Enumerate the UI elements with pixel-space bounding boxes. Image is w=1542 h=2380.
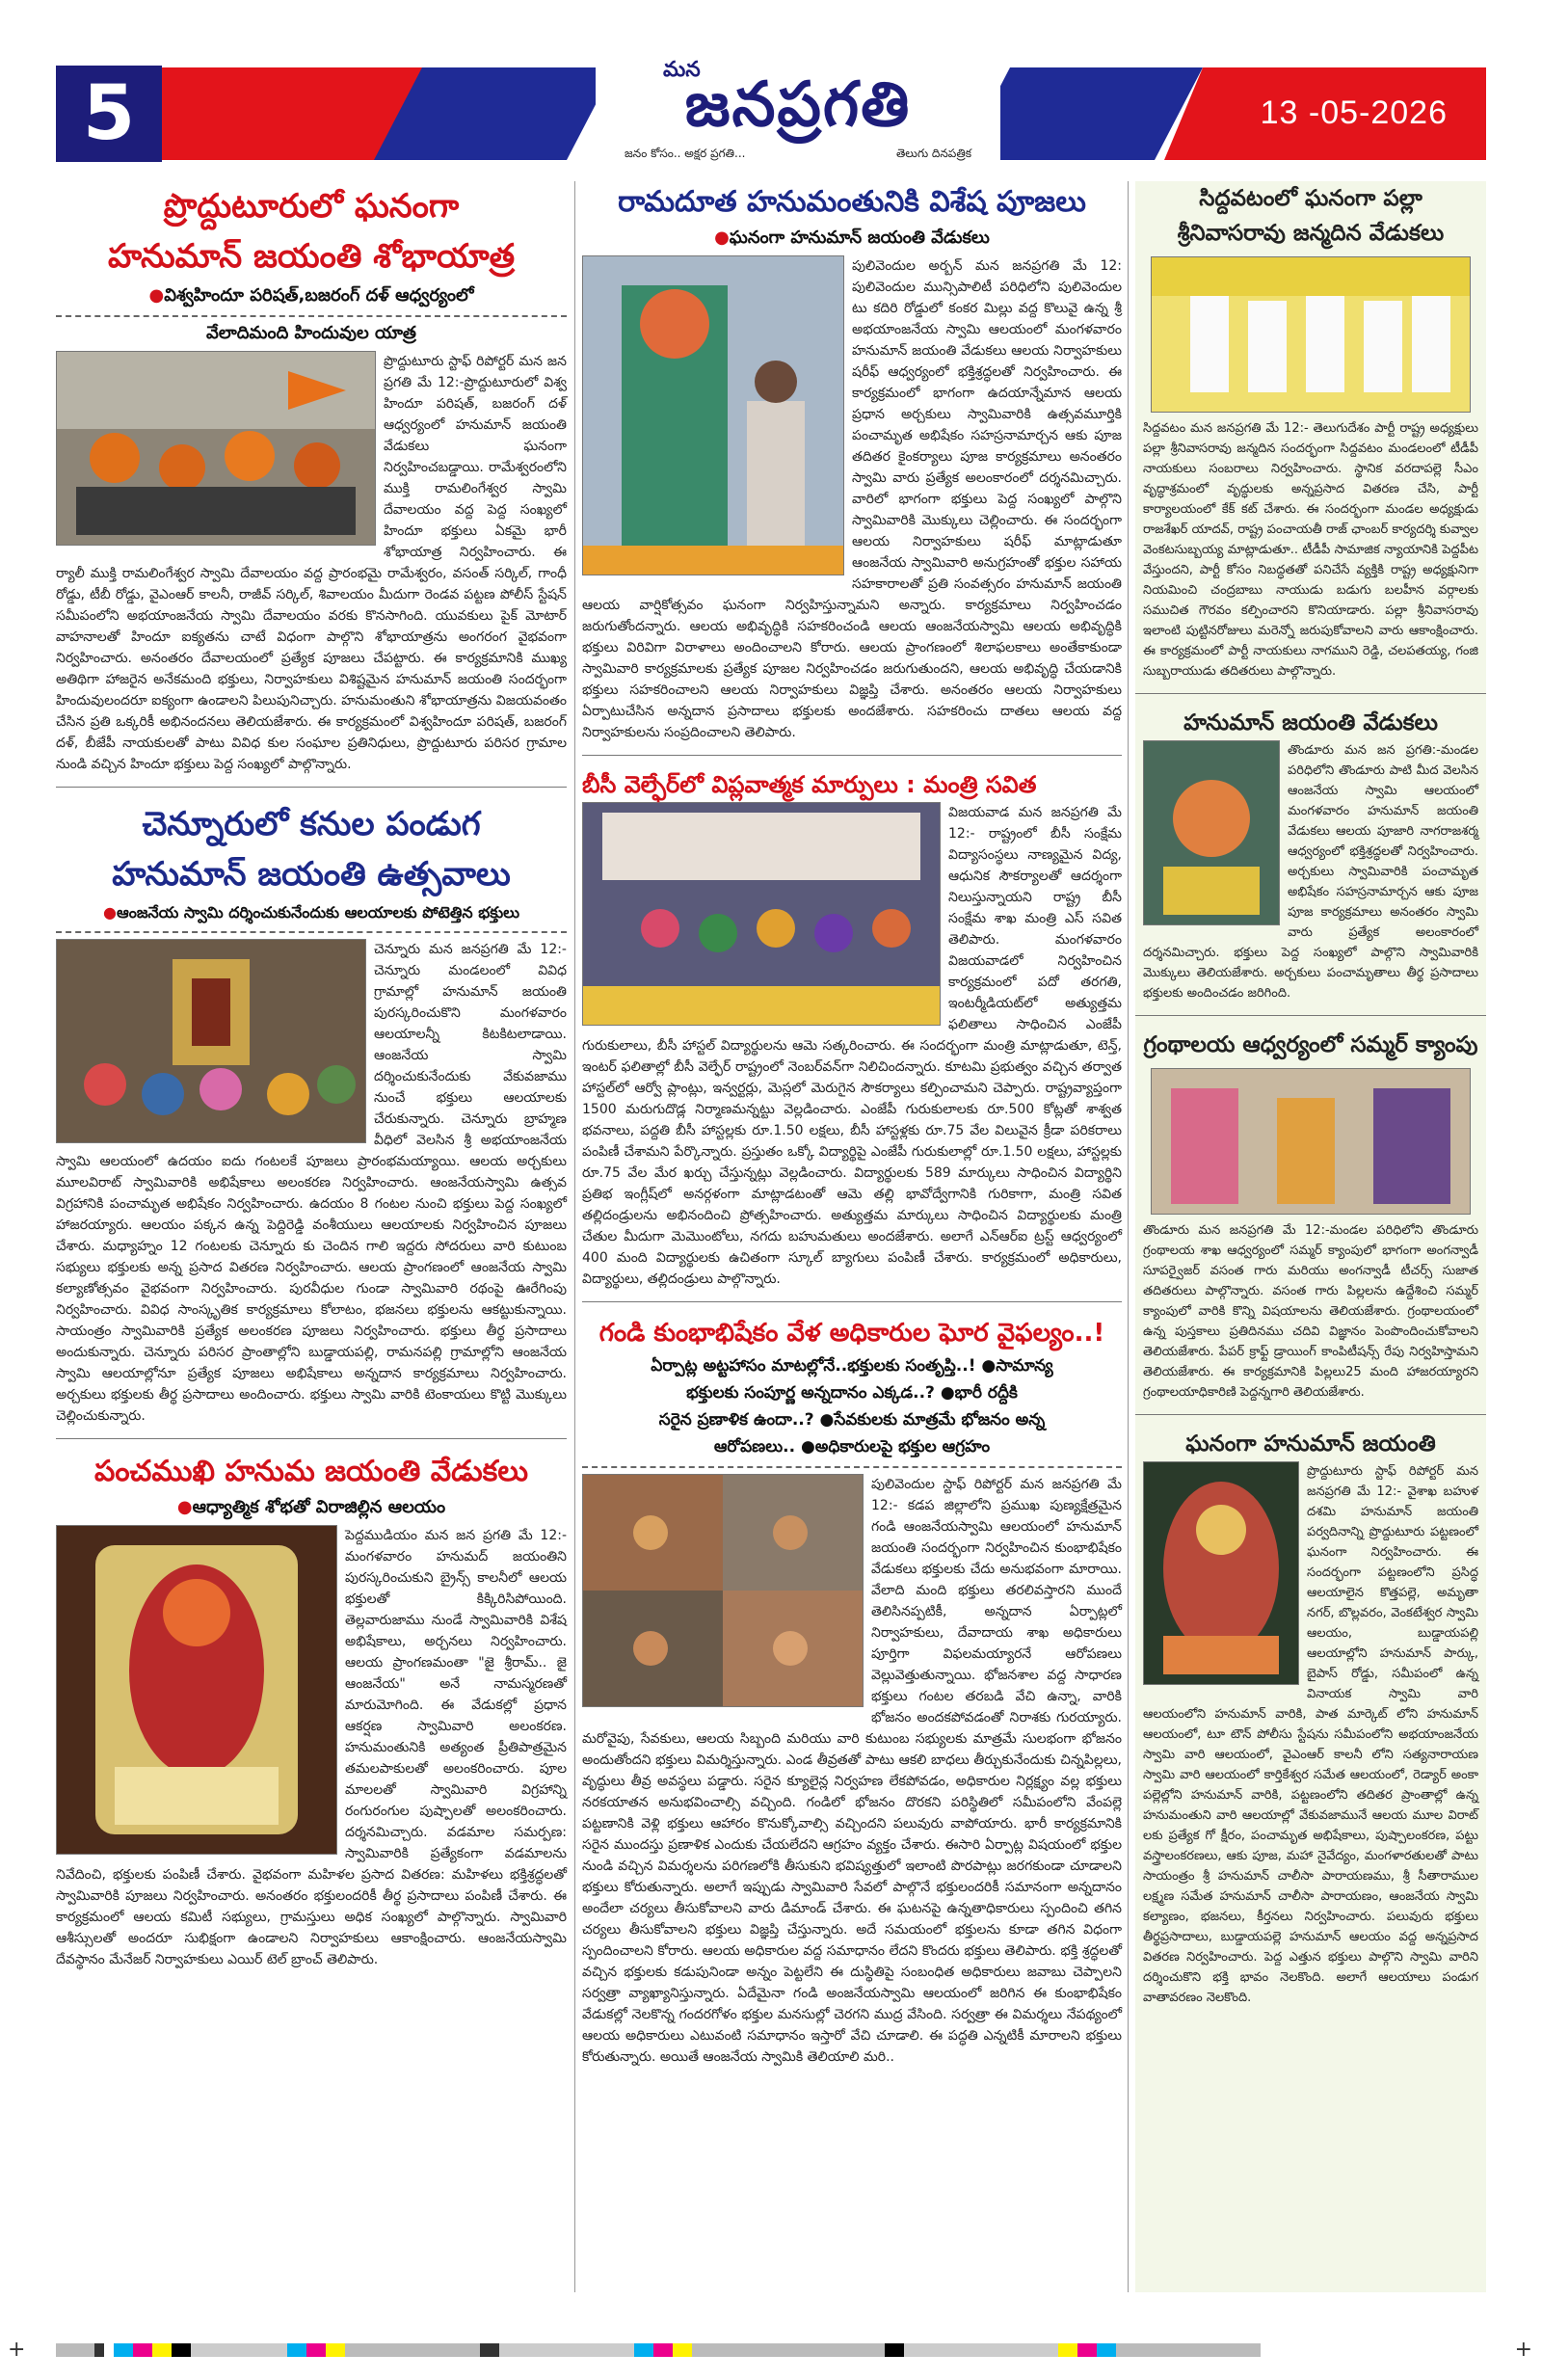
subheadline-2: వేలాదిమంది హిందువుల యాత్ర [206,323,416,343]
subheadline-line: సరైన ప్రణాళిక ఉందా..? ●సేవకులకు మాత్రమే భోజనం అన్న [658,1410,1046,1430]
page-number: 5 [56,66,162,162]
headline: గ్రంథాలయ ఆధ్వర్యంలో సమ్మర్ క్యాంపు [1143,1032,1478,1057]
article-body: పులివెందుల అర్బన్ మన జనప్రగతి మే 12: పులివెందుల మున్సిపాలిటీ పరిధిలోని పులివెందుల టు కదిరి రోడ్డులో కంకర మిల్లు వద్ద కొలువై ఉన్న శ్రీ అభయాంజనేయ స్వామి ఆలయంలో మంగళవారం హనుమాన్ జయంతి వేడుకలు ఆలయ నిర్వాహకులు షరీఫ్ ఆధ్వర్యంలో భక్తిశ్రద్ధలతో నిర్వహించారు. ఈ కార్యక్రమంలో భాగంగా ఉదయాన్నేమాన ఆలయ ప్రధాన అర్చకులు స్వామివారికి ఉత్సవమూర్తికి పంచామృత అభిషేకం సహస్రనామార్చన ఆకు పూజ తదితర కైంకర్యాలు పూజ కార్యక్రమాలు అనంతరం స్వామి వారు ప్రత్యేక అలంకారంలో దర్శనమిచ్చారు. వారిలో భాగంగా భక్తులు పెద్ద సంఖ్యలో పాల్గొని స్వామివారికి మొక్కులు చెల్లించారు. ఈ సందర్భంగా ఆలయ నిర్వాహకులు షరీఫ్ మాట్లాడుతూ ఆంజనేయ స్వామివారి అనుగ్రహంతో భక్తుల సహాయ సహకారాలతో ప్రతి సంవత్సరం హనుమాన్ జయంతి ఆలయ వార్షికోత్సవం ఘనంగా నిర్వహిస్తున్నామని అన్నారు. కార్యక్రమాలు నిర్వహించడం జరుగుతోందన్నారు. ఆలయ అభివృద్ధికి సహకరించండి ఆలయ ఆంజనేయస్వామి ఆలయ అభివృద్ధికి భక్తులు విరివిగా విరాళాలు అందించాలని కోరారు. ఆలయ ప్రాంగణంలో శిలాఫలకాలు అంతేకాకుండా స్వామివారి కార్యక్రమాలకు ప్రత్యేక పూజల నిర్వహించడం జరుగుతుందని, ఆలయ అభివృద్ధి చేయడానికి భక్తులు సహకరించాలని ఆలయ నిర్వాహకులు విజ్ఞప్తి చేశారు. అనంతరం ఆలయ నిర్వాహకులు ఏర్పాటుచేసిన అన్నదాన ప్రసాదాలు భక్తులకు అందజేశారు. సహకరించు దాతలు ఆలయ వద్ద నిర్వాహకులను సంప్రదించాలని తెలిపారు. [582,255,1122,743]
article-body: పులివెందుల స్టాఫ్ రిపోర్టర్ మన జనప్రగతి మే 12:- కడప జిల్లాలోని ప్రముఖ పుణ్యక్షేత్రమైన గండి ఆంజనేయస్వామి ఆలయంలో హనుమాన్ జయంతి సందర్భంగా నిర్వహించిన కుంభాభిషేకం వేడుకలు భక్తులకు చేదు అనుభవంగా మారాయి. వేలాది మంది భక్తులు తరలివస్తారని ముందే తెలిసినప్పటికీ, అన్నదాన ఏర్పాట్లలో నిర్వాహకులు, దేవాదాయ శాఖ అధికారులు పూర్తిగా విఫలమయ్యారనే ఆరోపణలు వెల్లువెత్తుతున్నాయి. భోజనశాల వద్ద సాధారణ భక్తులు గంటల తరబడి వేచి ఉన్నా, వారికి భోజనం అందకపోవడంతో నిరాశకు గురయ్యారు. మరోవైపు, సేవకులు, ఆలయ సిబ్బంది మరియు వారి కుటుంబ సభ్యులకు మాత్రమే సులభంగా భోజనం అందుతోందని భక్తులు విమర్శిస్తున్నారు. ఎండ తీవ్రతతో పాటు ఆకలి బాధలు తీర్చుకునేందుకు చిన్నపిల్లలు, వృద్ధులు తీవ్ర అవస్థలు పడ్డారు. సరైన క్యూలైన్ల నిర్వహణ లేకపోవడం, అధికారుల నిర్లక్ష్యం వల్ల భక్తులు నరకయాతన అనుభవించాల్సి వచ్చింది. గండిలో భోజనం దొరకని పరిస్థితిలో సమీపంలోని వేంపల్లె పట్టణానికి వెళ్లి భక్తులు ఆహారం కొనుక్కోవాల్సి వచ్చిందని పలువురు వాపోయారు. భారీ కార్యక్రమానికి సరైన ముందస్తు ప్రణాళిక ఎందుకు చేయలేదని ఆగ్రహం వ్యక్తం చేశారు. ఈసారి ఏర్పాట్ల విషయంలో భక్తుల నుండి వచ్చిన విమర్శలను పరిగణలోకి తీసుకుని భవిష్యత్తులో ఇలాంటి పొరపాట్లు జరగకుండా చూడాలని భక్తులు కోరుతున్నారు. అలాగే ఇప్పుడు స్వామివారి సేవలో పాల్గొనే భక్తులందరికీ సమానంగా అన్నదానం అందేలా చర్యలు తీసుకోవాలని వారు డిమాండ్ చేశారు. ఈ ఘటనపై ఉన్నతాధికారులు స్పందించి తగిన చర్యలు తీసుకోవాలని భక్తులు విజ్ఞప్తి చేస్తున్నారు. అదే సమయంలో భక్తులను కూడా తగిన విధంగా స్పందించాలని కోరారు. ఆలయ అధికారుల వద్ద సమాధానం లేదని కొందరు భక్తులు తెలిపారు. భక్తి శ్రద్ధలతో వచ్చిన భక్తులకు కడుపునిండా అన్నం పెట్టలేని ఈ దుస్థితిపై సంబంధిత అధికారులు జవాబు చెప్పాలని సర్వత్రా వ్యాఖ్యానిస్తున్నారు. ఏదేమైనా గండి అంజనేయస్వామి ఆలయంలో జరిగిన ఈ కుంభాభిషేకం వేడుకల్లో నెలకొన్న గందరగోళం భక్తుల మనసుల్లో చెరగని ముద్ర వేసింది. సర్వత్రా ఈ విమర్శలు నేపథ్యంలో ఆలయ అధికారులు ఎటువంటి సమాధానం ఇస్తారో వేచి చూడాలి. ఈ పద్ధతి ఎన్నటికీ మారాలని భక్తులు కోరుతున్నారు. అయితే ఆంజనేయ స్వామికి తెలియాలి మరి.. [582,1474,1122,2068]
article-chennur-utsavalu [56,799,567,1427]
right-column [1135,181,1486,2292]
article-bc-welfare [582,767,1122,1290]
subheadline-line: ఏర్పాట్ల అట్టహాసం మాటల్లోనే..భక్తులకు సంతృప్తి..! ●సామాన్య [651,1356,1053,1376]
article-hanuman-jayanthi-tondur [1135,706,1486,1003]
rally-photo [56,351,376,546]
article-body: పెద్దముడియం మన జన ప్రగతి మే 12:-మంగళవారం హనుమద్ జయంతిని పురస్కరించుకుని బ్రైన్స్ కాలనీలో ఆలయ భక్తులతో కిక్కిరిసిపోయింది. తెల్లవారుజాము నుండే స్వామివారికి విశేష అభిషేకాలు, అర్చనలు నిర్వహించారు. ఆలయ ప్రాంగణమంతా "జై శ్రీరామ్.. జై ఆంజనేయ" అనే నామస్మరణతో మారుమోగింది. ఈ వేడుకల్లో ప్రధాన ఆకర్షణ స్వామివారి అలంకరణ. హనుమంతునికి అత్యంత ప్రీతిపాత్రమైన తమలపాకులతో అలంకరించారు. పూల మాలలతో స్వామివారి విగ్రహాన్ని రంగురంగుల పుష్పాలతో అలంకరించారు. దర్శనమిచ్చారు. వడమాల సమర్పణ: స్వామివారికి ప్రత్యేకంగా వడమాలను నివేదించి, భక్తులకు పంపిణీ చేశారు. వైభవంగా మహిళల ప్రసాద వితరణ: మహిళలు భక్తిశ్రద్ధలతో స్వామివారికి పూజలు నిర్వహించారు. అనంతరం భక్తులందరికీ తీర్థ ప్రసాదాలు పంపిణీ చేశారు. ఈ కార్యక్రమంలో ఆలయ కమిటీ సభ్యులు, గ్రామస్తులు అధిక సంఖ్యలో పాల్గొన్నారు. స్వామివారి ఆశీస్సులతో అందరూ సుభిక్షంగా ఉండాలని నిర్వాహకులు ఆకాంక్షించారు. ఆంజనేయస్వామి దేవస్థానం మేనేజర్ నిర్వాహకులు ఎయిర్ టెల్ బ్రాంచ్ తెలిపారు. [56,1525,567,1970]
dashed-divider [56,315,567,317]
logo-subtitle: తెలుగు దినపత్రిక [895,147,971,160]
left-column [56,181,567,1970]
deity-photo [1143,1461,1299,1685]
subheadline-line: భక్తులకు సంపూర్ణ అన్నదానం ఎక్కడ..? ●భారీ రద్దీకి [686,1383,1018,1403]
subheadline: ●ఘనంగా హనుమాన్ జయంతి వేడుకలు [714,227,990,248]
logo-title: జనప్రగతి [684,69,912,141]
newspaper-logo [596,56,1000,172]
article-gandi-kumbhabhishekam [582,1314,1122,2068]
article-proddatur-shobhayatra [56,181,567,775]
library-camp-photo [1151,1068,1471,1215]
birthday-event-photo [1151,256,1471,413]
headline-line2: హనుమాన్ జయంతి శోభాయాత్ర [107,237,516,276]
article-ghananga-hanuman [1135,1427,1486,2008]
deity-photo [56,1525,337,1855]
article-siddavatam [1135,181,1486,682]
headline: బీసీ వెల్ఫేర్‌లో విప్లవాత్మక మార్పులు : మంత్రి సవిత [582,771,1037,798]
article-body: చెన్నూరు మన జనప్రగతి మే 12:-చెన్నూరు మండలంలో వివిధ గ్రామాల్లో హనుమాన్ జయంతి పురస్కరించుకొని మంగళవారం ఆలయాలన్నీ కిటకిటలాడాయి. ఆంజనేయ స్వామి దర్శించుకునేందుకు వేకువజాము నుంచే భక్తులు ఆలయాలకు చేరుకున్నారు. చెన్నూరు బ్రాహ్మణ వీధిలో వెలసిన శ్రీ అభయాంజనేయ స్వామి ఆలయంలో ఉదయం ఐదు గంటలకే పూజలు ప్రారంభమయ్యాయి. ఆలయ అర్చకులు మూలవిరాట్ స్వామివారికి అభిషేకాలు అలంకరణ నిర్వహించారు. ఆంజనేయస్వామి ఉత్సవ విగ్రహానికి పంచామృత అభిషేకం నిర్వహించారు. ఉదయం 8 గంటల నుంచి భక్తులు పెద్ద సంఖ్యలో హాజరయ్యారు. ఆలయం పక్కన ఉన్న పెద్దిరెడ్డి వంశీయులు ఆలయాలకు నిర్వహించిన పూజలు చేశారు. మధ్యాహ్నం 12 గంటలకు చెన్నూరు కు చెందిన గాలి ఇద్దరు సోదరులు వారి కుటుంబ సభ్యులు భక్తులకు అన్న ప్రసాద వితరణ నిర్వహించారు. ఆలయ ప్రాంగణంలో ఆంజనేయ స్వామి కల్యాణోత్సవం వైభవంగా నిర్వహించారు. పురవీధుల గుండా స్వామివారి రథంపై ఊరేగింపు నిర్వహించారు. వివిధ సాంస్కృతిక కార్యక్రమాలు కోలాటం, భజనలు భక్తులను ఆకట్టుకున్నాయి. సాయంత్రం స్వామివారికి ప్రత్యేక అలంకరణ పూజలు నిర్వహించారు. భక్తులు తీర్థ ప్రసాదాలు అందుకున్నారు. చెన్నూరు పరిసర ప్రాంతాల్లోని బుడ్డాయపల్లి, రామనపల్లి గ్రామాల్లోని ఆంజనేయ స్వామి ఆలయాల్లోనూ ప్రత్యేక పూజలు అభిషేకాలు అన్నదాన కార్యక్రమాలు నిర్వహించారు. అర్చకులు భక్తులకు తీర్థ ప్రసాదాలు అందించారు. భక్తులు స్వామి వారికి టెంకాయలు కొట్టి మొక్కులు చెల్లించుకున్నారు. [56,939,567,1427]
column-divider [1128,181,1129,2292]
color-registration-bar [56,2342,1486,2356]
column-divider [574,181,575,2292]
article-body: తొండూరు మన జనప్రగతి మే 12:-మండల పరిధిలోని తొండూరు గ్రంథాలయ శాఖ ఆధ్వర్యంలో సమ్మర్ క్యాంపులో భాగంగా అంగన్వాడీ సూపర్వైజర్ వసంత గారు మరియు అంగన్వాడీ టీచర్స్ సుజాత తదితరులు పాల్గొన్నారు. వసంత గారు పిల్లలను ఉద్దేశించి సమ్మర్ క్యాంపులో వారికి కొన్ని విషయాలను తెలియజేశారు. గ్రంథాలయంలో ఉన్న పుస్తకాలు ప్రతిదినము చదివి విజ్ఞానం పెంపొందించుకోవాలని తెలియజేశారు. పేపర్ క్రాఫ్ట్ డ్రాయింగ్ కాంపిటీషన్స్ రేపు నిర్వహిస్తామని తెలియజేశారు. ఈ కార్యక్రమానికి పిల్లలు25 మంది హాజరయ్యారని గ్రంథాలయాధికారిణి పెద్దన్నగారి తెలియజేశారు. [1143,1223,1478,1400]
subheadline-line: ఆరోపణలు.. ●అధికారులపై భక్తుల ఆగ్రహం [713,1437,991,1457]
deity-photo [1143,740,1280,925]
subheadline: ●విశ్వహిందూ పరిషత్,బజరంగ్ దళ్ ఆధ్వర్యంలో [148,285,474,306]
dashed-divider [56,931,567,933]
headline: ఘనంగా హనుమాన్ జయంతి [1185,1431,1436,1457]
headline-line2: శ్రీనివాసరావు జన్మదిన వేడుకలు [1177,221,1445,246]
masthead [56,56,1486,172]
headline-line2: హనుమాన్ జయంతి ఉత్సవాలు [112,855,511,894]
article-body: విజయవాడ మన జనప్రగతి మే 12:- రాష్ట్రంలో బీసీ సంక్షేమ విద్యాసంస్థలు నాణ్యమైన విద్య, ఆధునిక సౌకర్యాలతో ఆదర్శంగా నిలుస్తున్నాయని రాష్ట్ర బీసీ సంక్షేమ శాఖ మంత్రి ఎస్ సవిత తెలిపారు. మంగళవారం విజయవాడలో నిర్వహించిన కార్యక్రమంలో పదో తరగతి, ఇంటర్మీడియట్‌లో అత్యుత్తమ ఫలితాలు సాధించిన ఎంజేపీ గురుకులాలు, బీసీ హాస్టల్ విద్యార్థులను ఆమె సత్కరించారు. ఈ సందర్భంగా మంత్రి మాట్లాడుతూ, టెన్త్, ఇంటర్ ఫలితాల్లో బీసీ వెల్ఫేర్ రాష్ట్రంలో నెంబర్‌వన్‌గా నిలిచిందన్నారు. కూటమి ప్రభుత్వం వచ్చిన తర్వాత హాస్టల్‌లో ఆర్వో ప్లాంట్లు, ఇన్వర్టర్లు, మెస్లలో మెరుగైన సౌకర్యాలు కల్పించామని చెప్పారు. రాష్ట్రవ్యాప్తంగా 1500 మరుగుదొడ్ల నిర్మాణమన్నట్టు వెల్లడించారు. ఎంజేపీ గురుకులాలకు రూ.500 కోట్లతో శాశ్వత భవనాలు, పద్దతి బీసీ హాస్టల్లకు రూ.1.50 లక్షలు, బీసీ హాస్టళ్లకు రూ.75 వేల విలువైన క్రీడా పరికరాలు పంపిణీ చేశామని పేర్కొన్నారు. ప్రస్తుతం ఒక్కో విద్యార్థిపై ఎంజేపీ గురుకులాల్లో రూ.1.50 లక్షలు, హాస్టల్లకు రూ.75 వేల మేర ఖర్చు చేస్తున్నట్లు వెల్లడించారు. విద్యార్థులకు 589 మార్కులు సాధించిన విద్యార్థిని ప్రతిభ ఇంగ్లీష్‌లో అనర్గళంగా మాట్లాడటంతో ఆమె తల్లి భావోద్వేగానికి గురికాగా, మంత్రి సవిత తల్లిదండ్రులను అభినందించి ప్రోత్సహించారు. అత్యుత్తమ మార్కులు సాధించిన విద్యార్థులకు మంత్రి చేతుల మీదుగా మెమొంటోలు, నగదు బహుమతులు అందజేశారు. అలాగే ఎన్ఆర్ఐ ట్రస్ట్ ఆధ్వర్యంలో 400 మంది విద్యార్థులకు ఉచితంగా స్కూల్ బ్యాగులు పంపిణీ చేశారు. కార్యక్రమంలో అధికారులు, విద్యార్థులు, తల్లిదండ్రులు పాల్గొన్నారు. [582,802,1122,1290]
headline-line1: చెన్నూరులో కనుల పండుగ [142,805,481,843]
article-body: తొండూరు మన జన ప్రగతి:-మండల పరిధిలోని తొండూరు పాటి మీద వెలసిన ఆంజనేయ స్వామి ఆలయంలో మంగళవారం హనుమాన్ జయంతి వేడుకలు ఆలయ పూజారి నాగరాజశర్మ ఆధ్వర్యంలో భక్తిశ్రద్ధలతో నిర్వహించారు. అర్చకులు స్వామివారికి పంచామృత అభిషేకం సహస్రనామార్చన ఆకు పూజ పూజ కార్యక్రమాలు అనంతరం స్వామి వారు ప్రత్యేక అలంకారంలో దర్శనమిచ్చారు. భక్తులు పెద్ద సంఖ్యలో పాల్గొని స్వామివారికి మొక్కులు తెలియజేశారు. అర్చకులు పంచామృతాలు తీర్థ ప్రసాదాలు భక్తులకు అందించడం జరిగింది. [1143,740,1478,1003]
crowd-photo [582,1474,864,1707]
issue-date: 13 -05-2026 [1260,94,1448,131]
article-summer-camp [1135,1028,1486,1403]
headline-line1: సిద్దవటంలో ఘనంగా పల్లా [1199,186,1422,211]
dashed-divider [582,1466,1122,1468]
logo-prefix: మన [663,58,701,82]
article-body: సిద్దవటం మన జనప్రగతి మే 12:- తెలుగుదేశం పార్టీ రాష్ట్ర అధ్యక్షులు పల్లా శ్రీనివాసరావు జన్మదిన సందర్భంగా సిద్దవటం మండలంలో టీడీపీ నాయకులు సంబరాలు నిర్వహించారు. స్థానిక వరదాపల్లె సీఎం వృద్ధాశ్రమంలో వృద్ధులకు అన్నప్రసాద వితరణ చేసి, పార్టీ కార్యాలయంలో కేక్ కట్ చేశారు. ఈ సందర్భంగా మండల అధ్యక్షుడు రాజశేఖర్ యాదవ్, రాష్ట్ర పంచాయతీ రాజ్ ఛాంబర్ కార్యదర్శి కువ్వాల వెంకటసుబ్బయ్య మాట్లాడుతూ.. టీడీపీ సామాజిక న్యాయానికి పెద్దపీట వేస్తుందని, పార్టీ కోసం నిబద్ధతతో పనిచేసే వ్యక్తికి రాష్ట్ర అధ్యక్షునిగా నియమించి చంద్రబాబు నాయుడు బడుగు బలహీన వర్గాలకు సముచిత గౌరవం కల్పించారని కొనియాడారు. పల్లా శ్రీనివాసరావు ఇలాంటి పుట్టినరోజులు మరెన్నో జరుపుకోవాలని వారు ఆకాంక్షించారు. ఈ కార్యక్రమంలో పార్టీ నాయకులు నాగముని రెడ్డి, చలపతయ్య, గంజి సుబ్బరాయుడు తదితరులు పాల్గొన్నారు. [1143,421,1478,679]
hanuman-statue-photo [582,255,844,575]
headline: హనుమాన్ జయంతి వేడుకలు [1183,710,1438,735]
middle-column [582,181,1122,2068]
crop-mark: + [1514,2338,1532,2362]
crop-mark: + [8,2338,26,2362]
minister-event-photo [582,802,941,1026]
subheadline: ●ఆంజనేయ స్వామి దర్శించుకునేందుకు ఆలయాలకు పోటెత్తిన భక్తులు [103,903,519,922]
article-body: ప్రొద్దుటూరు స్టాఫ్ రిపోర్టర్ మన జన ప్రగతి మే 12:-ప్రొద్దుటూరులో విశ్వ హిందూ పరిషత్, బజరంగ్ దళ్ ఆధ్వర్యంలో హనుమాన్ జయంతి వేడుకలు ఘనంగా నిర్వహించబడ్డాయి. రామేశ్వరంలోని ముక్తి రామలింగేశ్వర స్వామి దేవాలయం వద్ద పెద్ద సంఖ్యలో హిందూ భక్తులు ఏకమై భారీ శోభాయాత్ర నిర్వహించారు. ఈ ర్యాలీ ముక్తి రామలింగేశ్వర స్వామి దేవాలయం వద్ద ప్రారంభమై రామేశ్వరం, వసంత్ సర్కిల్, గాంధీ రోడ్డు, టీబీ రోడ్డు, వైఎంఆర్ కాలనీ, రాజీవ్ సర్కిల్, శివాలయం మీదుగా రెండవ పట్టణ పోలీస్ స్టేషన్ సమీపంలోని అభయాంజనేయ స్వామి దేవాలయం వరకు కొనసాగింది. యువకులు పైక్ మోటార్ వాహనాలతో హిందూ ఐక్యతను చాటే విధంగా పాల్గొని శోభాయాత్రను అంగరంగ వైభవంగా నిర్వహించారు. అనంతరం దేవాలయంలో ప్రత్యేక పూజలు చేపట్టారు. ఈ కార్యక్రమానికి ముఖ్య అతిథిగా హాజరైన అనేకమంది భక్తులు, నిర్వాహకులు విశిష్టమైన హనుమాన్ జయంతి సందర్భంగా హిందువులందరూ ఐక్యంగా ఉండాలని పిలుపునిచ్చారు. హనుమంతుని శోభాయాత్రను విజయవంతం చేసిన ప్రతి ఒక్కరికీ అభినందనలు తెలియజేశారు. ఈ కార్యక్రమంలో విశ్వహిందూ పరిషత్, బజరంగ్ దళ్, బీజేపీ నాయకులతో పాటు వివిధ కుల సంఘాల ప్రతినిధులు, ప్రొద్దుటూరు పరిసర గ్రామాల నుండి వచ్చిన హిందూ భక్తులు పెద్ద సంఖ్యలో పాల్గొన్నారు. [56,351,567,775]
article-ramadutha [582,181,1122,743]
headline: పంచముఖి హనుమ జయంతి వేడుకలు [94,1455,528,1488]
temple-devotees-photo [56,939,366,1143]
headline-line1: ప్రొద్దుటూరులో ఘనంగా [163,187,460,226]
subheadline: ●ఆధ్యాత్మిక శోభతో విరాజిల్లిన ఆలయం [176,1497,446,1517]
article-panchamukhi [56,1451,567,1970]
headline: గండి కుంభాభిషేకం వేళ అధికారుల ఘోర వైఫల్యం..! [598,1319,1105,1348]
logo-tagline: జనం కోసం.. అక్షర ప్రగతి... [625,147,746,160]
article-body: ప్రొద్దుటూరు స్టాఫ్ రిపోర్టర్ మన జనప్రగతి మే 12:- వైశాఖ బహుళ దశమి హనుమాన్ జయంతి పర్వదినాన్ని ప్రొద్దుటూరు పట్టణంలో ఘనంగా నిర్వహించారు. ఈ సందర్భంగా పట్టణంలోని ప్రసిద్ధ ఆలయాలైన కొత్తపల్లె, అమృతా నగర్, బొల్లవరం, వెంకటేశ్వర స్వామి ఆలయం, బుడ్డాయపల్లి ఆలయాల్లోని హనుమాన్ పార్కు, బైపాస్ రోడ్డు, సమీపంలో ఉన్న వినాయక స్వామి వారి ఆలయంలోని హనుమాన్ వారికి, పాత మార్కెట్ లోని హనుమాన్ ఆలయంలో, టూ టౌన్ పోలీసు స్టేషను సమీపంలోని అభయాంజనేయ స్వామి వారి ఆలయంలో, వైఎంఆర్ కాలనీ లోని సత్యనారాయణ స్వామి వారి ఆలయంలో కార్తికేశ్వర సమేత ఆలయంలో, రెడ్యార్ అంకా పల్లెల్లోని హనుమాన్ వారికి, పట్టణంలోని తదితర ప్రాంతాల్లో ఉన్న హనుమంతుని వారి ఆలయాల్లో వేకువజామునే ఆలయ మూల విరాట్ లకు ప్రత్యేక గో క్షీరం, పంచామృత అభిషేకాలు, పుష్పాలంకరణ, పట్టు వస్త్రాలంకరణలు, ఆకు పూజ, మహా నైవేద్యం, మంగళారతులతో పాటు సాయంత్రం శ్రీ హనుమాన్ చాలీసా పారాయణము, శ్రీ సీతారాముల లక్ష్మణ సమేత హనుమాన్ చాలీసా పారాయణం, ఆంజనేయ స్వామి కల్యాణం, భజనలు, కీర్తనలు నిర్వహించారు. పలువురు భక్తులు తీర్థప్రసాదాలు, బుడ్డాయపల్లె హనుమాన్ ఆలయం వద్ద అన్నప్రసాద వితరణ నిర్వహించారు. పెద్ద ఎత్తున భక్తులు పాల్గొని స్వామి వారిని దర్శించుకొని భక్తి భావం నెలకొంది. అలాగే ఆలయాలు పండుగ వాతావరణం నెలకొంది. [1143,1461,1478,2008]
headline: రామదూత హనుమంతునికి విశేష పూజలు [618,185,1086,219]
